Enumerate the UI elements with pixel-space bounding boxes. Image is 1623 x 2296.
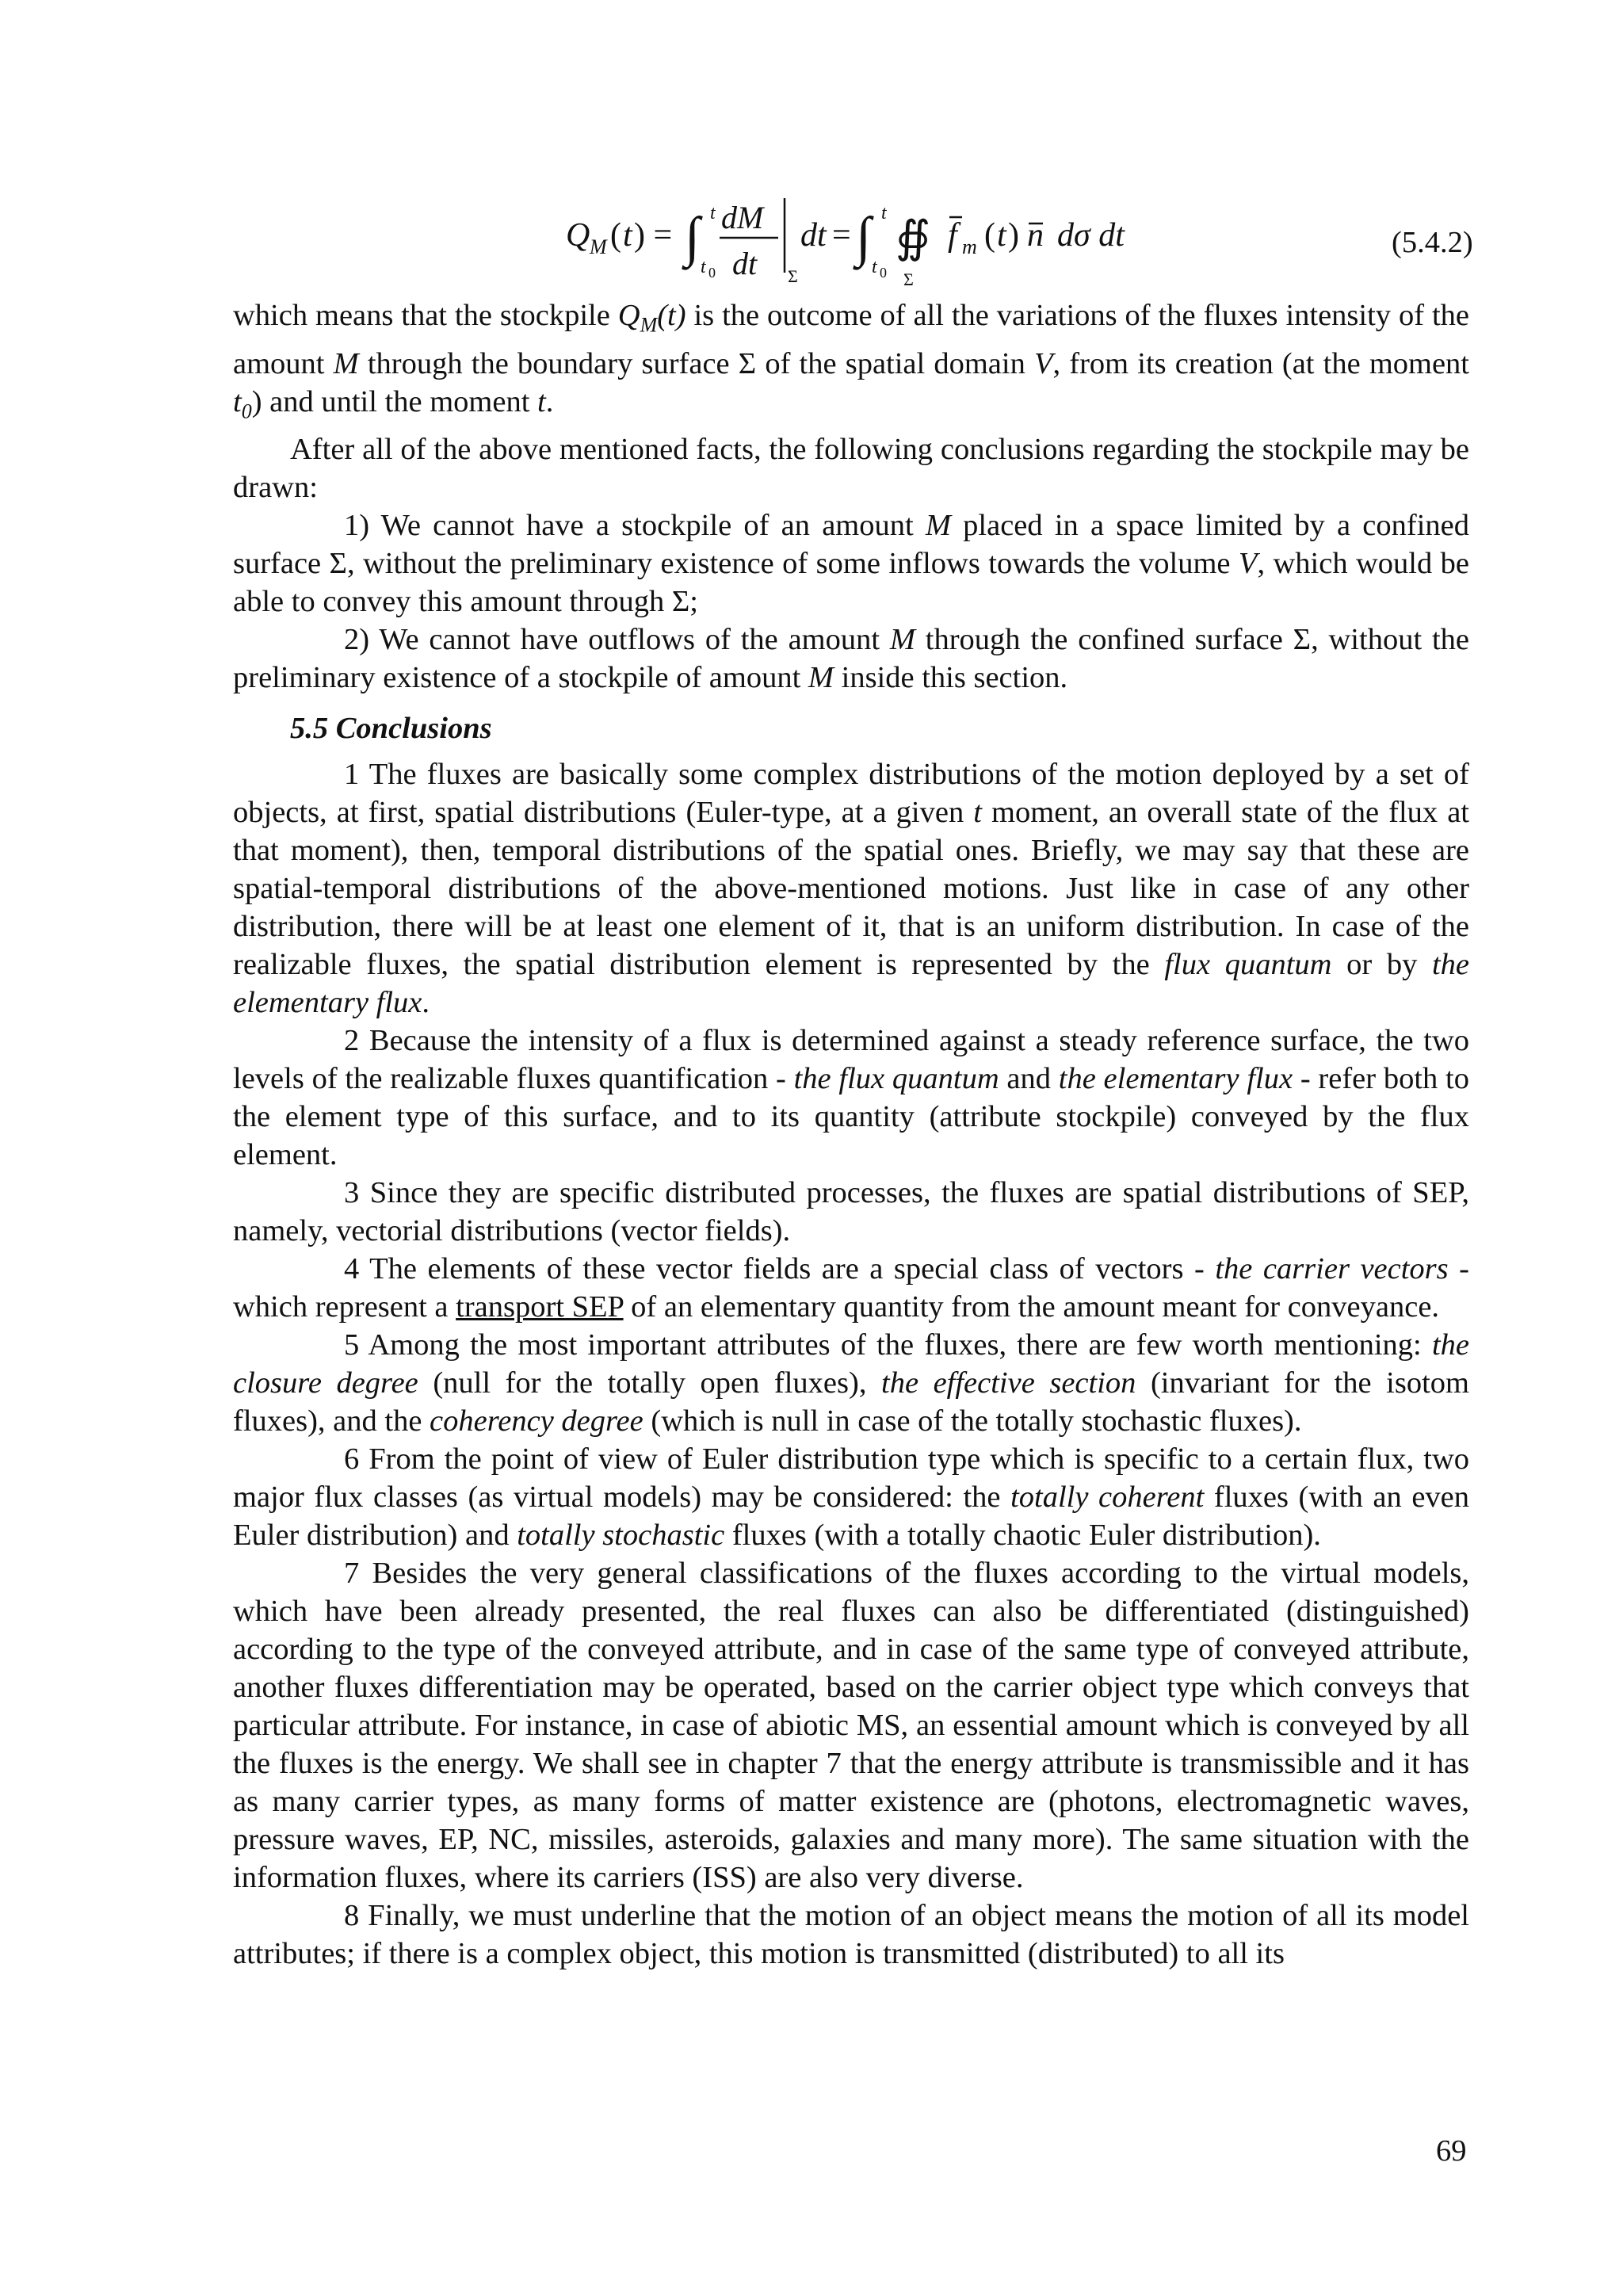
paragraph-stockpile-rule-2: 2) We cannot have outflows of the amount M through the confined surface Σ, without the preliminary existence of a stockpile of amount M inside this section. — [233, 623, 1469, 695]
svg-text:(: ( — [984, 217, 995, 254]
paragraph-stockpile-meaning: which means that the stockpile $Q_M(t)$ is the outcome of all the variations of the fluxes intensity of the amount M through the boundary surface Σ of the spatial domain V, from its creation (at the moment $t_0$) and until the moment t. — [233, 299, 1470, 423]
svg-text:(: ( — [610, 217, 621, 254]
svg-text:∫: ∫ — [685, 207, 701, 268]
svg-text:∫: ∫ — [856, 207, 872, 268]
svg-text:n: n — [1027, 217, 1044, 254]
paragraph-stockpile-rule-1: 1) We cannot have a stockpile of an amount M placed in a space limited by a confined surface Σ, without the preliminary existence of some inflows towards the volume V, which would be able to convey this amount through Σ; — [233, 509, 1469, 619]
svg-text:=: = — [832, 217, 851, 254]
svg-text:Q: Q — [566, 217, 590, 254]
svg-text:Σ: Σ — [903, 269, 914, 289]
conclusion-1: 1 The fluxes are basically some complex distributions of the motion deployed by a set of objects, at first, spatial distributions (Euler-type, at a given t moment, an overall state of the flux at that moment), then, temporal distributions of the spatial ones. Briefly, we may say that these are spatial-temporal distributions of the above-mentioned motions. Just like in case of any other distribution, there will be at least one element of it, that is an uniform distribution. In case of the realizable fluxes, the spatial distribution element is represented by the flux quantum or by the elementary flux. — [233, 758, 1470, 1020]
conclusion-8: 8 Finally, we must underline that the motion of an object means the motion of all its model attributes; if there is a complex object, this motion is transmitted (distributed) to all its — [233, 1899, 1469, 1971]
paragraph-conclusions-intro: After all of the above mentioned facts, the following conclusions regarding the stockpile may be drawn: — [233, 433, 1469, 505]
svg-text:dM: dM — [721, 200, 764, 235]
svg-text:) =: ) = — [634, 217, 673, 254]
body-text — [233, 296, 1469, 1973]
conclusion-4: 4 The elements of these vector fields are a special class of vectors - the carrier vectors - which represent a transport SEP of an elementary quantity from the amount meant for conveyance. — [233, 1252, 1469, 1324]
svg-text:): ) — [1008, 217, 1019, 254]
svg-text:t: t — [997, 217, 1006, 254]
svg-text:dt: dt — [800, 217, 827, 254]
svg-text:m: m — [962, 235, 977, 258]
svg-text:Σ: Σ — [788, 266, 798, 286]
svg-text:0: 0 — [708, 265, 716, 281]
section-heading: 5.5 Conclusions — [290, 712, 492, 746]
svg-text:dσ dt: dσ dt — [1057, 217, 1125, 254]
equation-formula — [0, 179, 1236, 298]
svg-text:0: 0 — [880, 265, 887, 281]
conclusion-7: 7 Besides the very general classifications of the fluxes according to the virtual models, which have been already presented, the real fluxes can also be differentiated (distinguished) according to the type of the conveyed attribute, and in case of the same type of conveyed attribute, another fluxes differentiation may be operated, based on the carrier object type which conveys that particular attribute. For instance, in case of abiotic MS, an essential amount which is conveyed by all the fluxes is the energy. We shall see in chapter 7 that the energy attribute is transmissible and it has as many carrier types, as many forms of matter existence are (photons, electromagnetic waves, pressure waves, EP, NC, missiles, asteroids, galaxies and many more). The same situation with the information fluxes, where its carriers (ISS) are also very diverse. — [233, 1557, 1469, 1895]
conclusion-6: 6 From the point of view of Euler distribution type which is specific to a certain flux, two major flux classes (as virtual models) may be considered: the totally coherent fluxes (with an even Euler distribution) and totally stochastic fluxes (with a totally chaotic Euler distribution). — [233, 1442, 1470, 1553]
page-number: 69 — [1436, 2134, 1467, 2168]
conclusion-3: 3 Since they are specific distributed processes, the fluxes are spatial distributions of SEP, namely, vectorial distributions (vector fields). — [233, 1176, 1469, 1248]
svg-text:t: t — [623, 217, 632, 254]
svg-text:dt: dt — [732, 246, 758, 281]
svg-text:M: M — [590, 235, 607, 258]
svg-text:t: t — [701, 257, 706, 277]
svg-text:t: t — [710, 203, 716, 223]
svg-text:f: f — [948, 217, 957, 254]
conclusion-5: 5 Among the most important attributes of the fluxes, there are few worth mentioning: the closure degree (null for the totally open fluxes), the effective section (invariant for the isotom fluxes), and the coherency degree (which is null in case of the totally stochastic fluxes). — [233, 1328, 1469, 1438]
conclusion-2: 2 Because the intensity of a flux is determined against a steady reference surface, the two levels of the realizable fluxes quantification - the flux quantum and the elementary flux - refer both to the element type of this surface, and to its quantity (attribute stockpile) conveyed by the flux element. — [233, 1024, 1469, 1172]
equation-5-4-2 — [0, 179, 1623, 298]
equation-number: (5.4.2) — [1392, 226, 1473, 259]
svg-text:t: t — [881, 203, 887, 223]
svg-text:∯: ∯ — [896, 213, 931, 262]
svg-text:t: t — [872, 257, 877, 277]
